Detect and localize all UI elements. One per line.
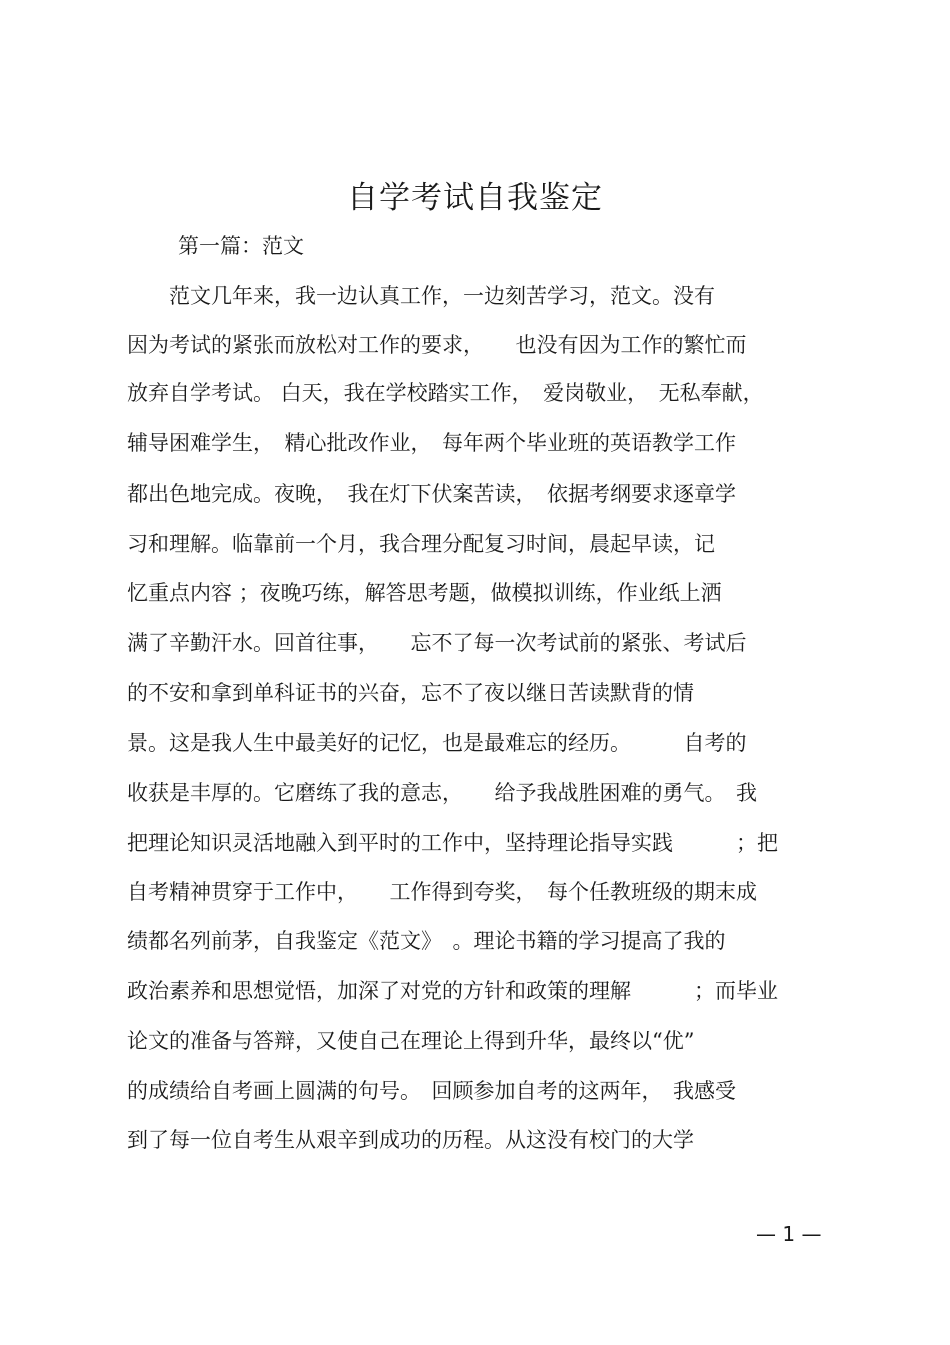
paragraph-line: 绩都名列前茅，自我鉴定《范文》 。理论书籍的学习提高了我的 bbox=[127, 929, 726, 953]
paragraph-line: 收获是丰厚的。它磨练了我的意志， 给予我战胜困难的勇气。 我 bbox=[127, 781, 757, 805]
paragraph-line: 辅导困难学生， 精心批改作业， 每年两个毕业班的英语教学工作 bbox=[127, 431, 736, 455]
paragraph-line: 把理论知识灵活地融入到平时的工作中，坚持理论指导实践 ；把 bbox=[127, 831, 778, 855]
paragraph-line: 范文几年来，我一边认真工作，一边刻苦学习，范文。没有 bbox=[127, 284, 715, 308]
page-number: — 1 — bbox=[756, 1222, 822, 1246]
paragraph-line: 放弃自学考试。 白天，我在学校踏实工作， 爱岗敬业， 无私奉献， bbox=[127, 381, 764, 405]
paragraph-line: 满了辛勤汗水。回首往事， 忘不了每一次考试前的紧张、考试后 bbox=[127, 631, 747, 655]
section-heading: 第一篇：范文 bbox=[178, 234, 304, 258]
paragraph-line: 到了每一位自考生从艰辛到成功的历程。从这没有校门的大学 bbox=[127, 1128, 694, 1152]
paragraph-line: 自考精神贯穿于工作中， 工作得到夸奖， 每个任教班级的期末成 bbox=[127, 880, 757, 904]
paragraph-line: 忆重点内容 ；夜晚巧练，解答思考题，做模拟训练，作业纸上洒 bbox=[127, 581, 722, 605]
paragraph-line: 论文的准备与答辩，又使自己在理论上得到升华，最终以“优” bbox=[127, 1029, 695, 1053]
paragraph-line: 都出色地完成。夜晚， 我在灯下伏案苦读， 依据考纲要求逐章学 bbox=[127, 482, 736, 506]
paragraph-line: 的不安和拿到单科证书的兴奋，忘不了夜以继日苦读默背的情 bbox=[127, 681, 694, 705]
paragraph-line: 习和理解。临靠前一个月，我合理分配复习时间，晨起早读，记 bbox=[127, 532, 715, 556]
paragraph-line: 的成绩给自考画上圆满的句号。 回顾参加自考的这两年， 我感受 bbox=[127, 1079, 736, 1103]
page-title: 自学考试自我鉴定 bbox=[347, 180, 603, 216]
paragraph-line: 因为考试的紧张而放松对工作的要求， 也没有因为工作的繁忙而 bbox=[127, 333, 747, 357]
paragraph-line: 政治素养和思想觉悟，加深了对党的方针和政策的理解 ；而毕业 bbox=[127, 979, 778, 1003]
paragraph-line: 景。这是我人生中最美好的记忆，也是最难忘的经历。 自考的 bbox=[127, 731, 747, 755]
